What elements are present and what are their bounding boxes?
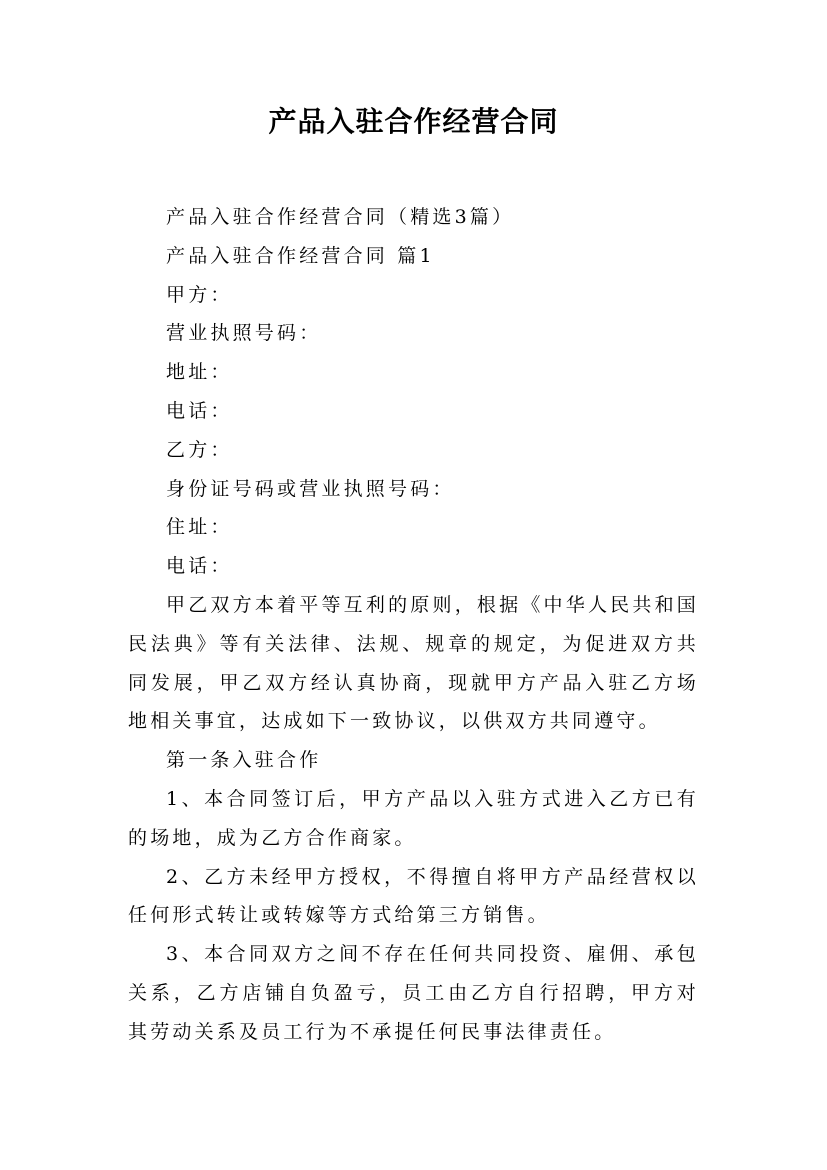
party-a-phone-label: 电话： [166, 399, 233, 422]
clause-2: 2、乙方未经甲方授权，不得擅自将甲方产品经营权以任何形式转让或转嫁等方式给第三方销售。 [128, 865, 699, 927]
party-b-residence-label: 住址： [166, 516, 233, 539]
party-a-license-label: 营业执照号码： [166, 322, 322, 345]
paragraph-subtitle: 产品入驻合作经营合同（精选3篇） [166, 206, 515, 228]
party-b-id-label: 身份证号码或营业执照号码： [166, 477, 455, 500]
clause-3: 3、本合同双方之间不存在任何共同投资、雇佣、承包关系，乙方店铺自负盈亏，员工由乙方自行招聘，甲方对其劳动关系及员工行为不承提任何民事法律责任。 [128, 943, 699, 1043]
document-title: 产品入驻合作经营合同 [268, 105, 559, 138]
party-a-label: 甲方： [166, 283, 233, 306]
paragraph-section-heading: 产品入驻合作经营合同 篇1 [166, 244, 435, 267]
clause-1: 1、本合同签订后，甲方产品以入驻方式进入乙方已有的场地，成为乙方合作商家。 [128, 787, 699, 849]
paragraph-preamble: 甲乙双方本着平等互利的原则，根据《中华人民共和国民法典》等有关法律、法规、规章的规定，为促进双方共同发展，甲乙双方经认真协商，现就甲方产品入驻乙方场地相关事宜，达成如下一致协议，以供双方共同遵守。 [128, 593, 699, 733]
party-b-phone-label: 电话： [166, 555, 233, 578]
party-b-label: 乙方： [166, 438, 233, 461]
article-one-heading: 第一条入驻合作 [166, 749, 322, 772]
party-a-address-label: 地址： [166, 361, 233, 384]
